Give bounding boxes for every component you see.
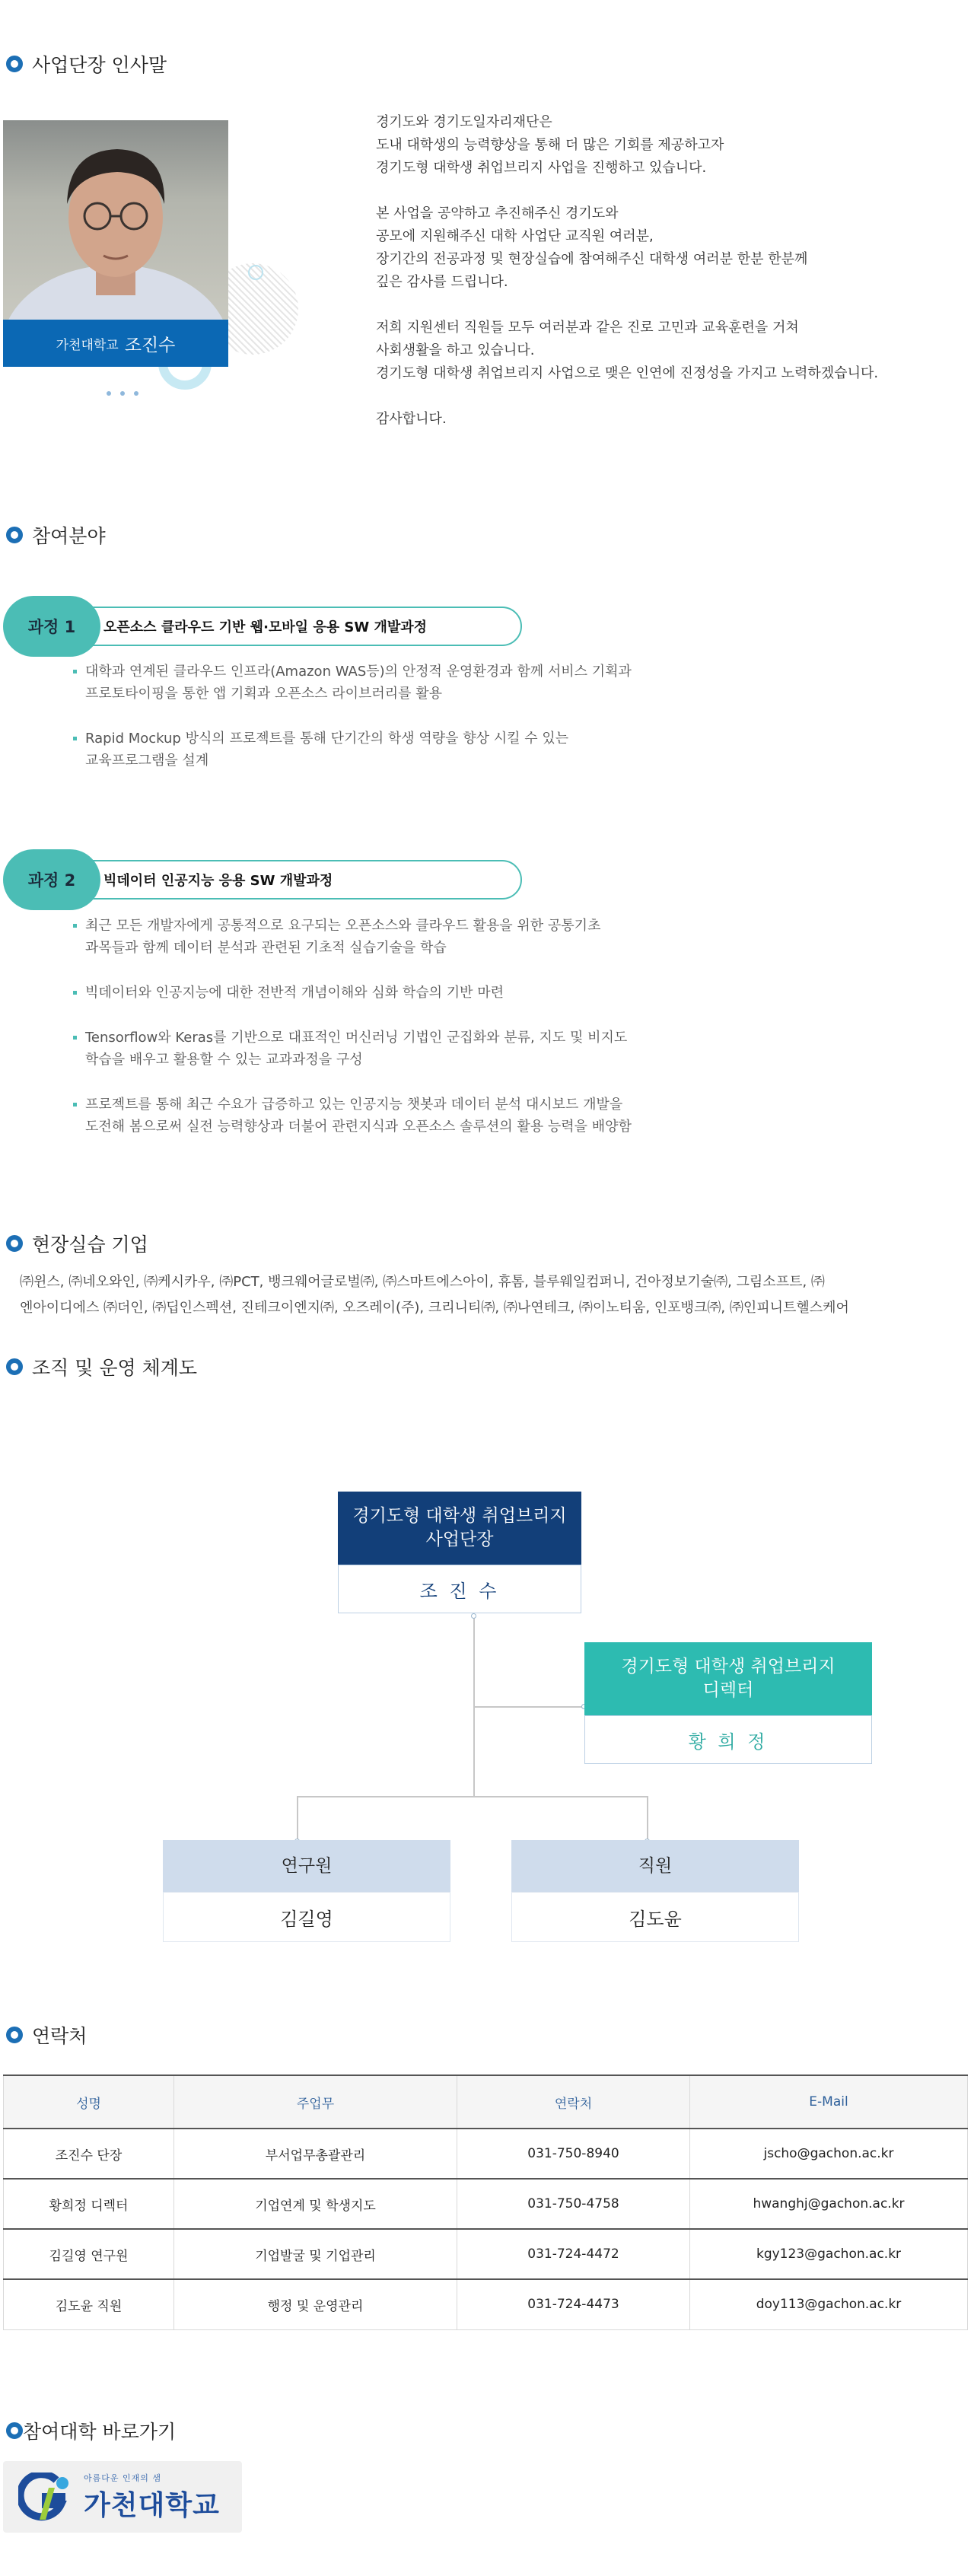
list-item: 대학과 연계된 클라우드 인프라(Amazon WAS등)의 안정적 운영환경과 함께 서비스 기획과 프로토타이핑을 통한 앱 기획과 오픈소스 라이브러리를 활용 [70,661,740,705]
org-connector [297,1796,648,1797]
column-header: 주업무 [174,2075,457,2129]
circle-bullet-icon [6,2422,23,2439]
list-item: 프로젝트를 통해 최근 수요가 급증하고 있는 인공지능 챗봇과 데이터 분석 대시보드 개발을 도전해 봄으로써 실전 능력향상과 더불어 관련지식과 오픈소스 솔루션의 활용 능력을 배양함 [70,1094,740,1138]
cell-phone: 031-750-8940 [457,2129,690,2179]
table-row [4,2179,968,2229]
circle-bullet-icon [6,56,23,72]
org-head-box [338,1492,581,1613]
greeting-title-text: 사업단장 인사말 [32,54,167,76]
org-researcher-title: 연구원 [163,1840,450,1892]
circle-bullet-icon [6,1358,23,1375]
org-researcher-box [163,1840,450,1942]
cell-email: hwanghj@gachon.ac.kr [690,2179,968,2229]
org-connector [647,1796,648,1842]
director-photo-card [3,120,228,368]
list-item: 빅데이터와 인공지능에 대한 전반적 개념이해와 심화 학습의 기반 마련 [70,982,740,1004]
circle-bullet-icon [6,1235,23,1252]
decorative-dots [107,391,138,396]
cell-duty: 기업발굴 및 기업관리 [174,2229,457,2279]
course-2-name: 빅데이터 인공지능 응용 SW 개발과정 [56,860,522,900]
contact-table [3,2074,968,2330]
org-staff-title: 직원 [511,1840,799,1892]
org-director-title: 경기도형 대학생 취업브리지 디렉터 [584,1642,872,1715]
table-row [4,2229,968,2279]
participation-section-title [6,521,106,549]
course-1-bullets [70,661,740,794]
links-section-title [6,2417,176,2444]
gachon-logo-icon [18,2473,73,2521]
cell-phone: 031-724-4473 [457,2279,690,2329]
course-2-header [3,849,520,910]
logo-name: 가천대학교 [84,2489,220,2521]
table-row [4,2129,968,2179]
cell-name: 조진수 단장 [4,2129,174,2179]
circle-bullet-icon [6,527,23,543]
contact-title-text: 연락처 [32,2025,88,2047]
org-director-box [584,1642,872,1764]
circle-bullet-icon [6,2027,23,2043]
companies-list [20,1269,971,1321]
director-photo [3,120,228,320]
decorative-ring [248,265,263,280]
org-director-name: 황 희 정 [584,1715,872,1764]
org-staff-name: 김도윤 [511,1892,799,1942]
greeting-section-title [6,50,167,78]
org-connector [473,1706,584,1708]
cell-duty: 기업연계 및 학생지도 [174,2179,457,2229]
companies-section-title [6,1230,148,1257]
greeting-paragraph: 저희 지원센터 직원들 모두 여러분과 같은 진로 고민과 교육훈련을 거쳐 사회생활을 하고 있습니다. 경기도형 대학생 취업브리지 사업으로 맺은 인연에 진정성을 가지고 노력하겠습니다. [376,320,879,381]
links-title-text: 참여대학 바로가기 [23,2421,177,2443]
table-row [4,2279,968,2329]
column-header: 성명 [4,2075,174,2129]
org-staff-box [511,1840,799,1942]
cell-email: kgy123@gachon.ac.kr [690,2229,968,2279]
director-name: 조진수 [124,335,176,355]
course-1-header [3,596,520,657]
cell-name: 김길영 연구원 [4,2229,174,2279]
course-1-badge: 과정 1 [3,596,100,657]
course-1-name: 오픈소스 클라우드 기반 웹·모바일 응용 SW 개발과정 [56,607,522,646]
cell-phone: 031-724-4472 [457,2229,690,2279]
list-item: 최근 모든 개발자에게 공통적으로 요구되는 오픈소스와 클라우드 활용을 위한 공통기초 과목들과 함께 데이터 분석과 관련된 기초적 실습기술을 학습 [70,915,740,959]
cell-name: 황희정 디렉터 [4,2179,174,2229]
gachon-university-link[interactable] [3,2461,242,2533]
course-2-bullets [70,915,740,1161]
director-name-bar [3,320,228,367]
org-head-name: 조 진 수 [338,1565,581,1613]
org-connector [297,1796,298,1842]
org-connector-dot [471,1613,476,1619]
list-item: Rapid Mockup 방식의 프로젝트를 통해 단기간의 학생 역량을 향상 시킬 수 있는 교육프로그램을 설계 [70,728,740,772]
greeting-paragraph: 경기도와 경기도일자리재단은 도내 대학생의 능력향상을 통해 더 많은 기회를 제공하고자 경기도형 대학생 취업브리지 사업을 진행하고 있습니다. [376,114,724,176]
cell-duty: 행정 및 운영관리 [174,2279,457,2329]
cell-email: jscho@gachon.ac.kr [690,2129,968,2179]
companies-line-1: ㈜윈스, ㈜네오와인, ㈜케시카우, ㈜PCT, 뱅크웨어글로벌㈜, ㈜스마트에스아이, 휴톰, 블루웨일컴퍼니, 건아정보기술㈜, 그림소프트, ㈜ [20,1274,825,1290]
greeting-paragraph: 본 사업을 공약하고 추진해주신 경기도와 공모에 지원해주신 대학 사업단 교직원 여러분, 장기간의 전공과정 및 현장실습에 참여해주신 대학생 여러분 한분 한분께 깊은 감사를 드립니다. [376,205,808,290]
companies-title-text: 현장실습 기업 [32,1234,148,1256]
director-school: 가천대학교 [56,337,119,353]
cell-duty: 부서업무총괄관리 [174,2129,457,2179]
cell-email: doy113@gachon.ac.kr [690,2279,968,2329]
column-header: E-Mail [690,2075,968,2129]
course-2-badge: 과정 2 [3,849,100,910]
table-header-row [4,2075,968,2129]
gachon-logo-text [84,2472,220,2523]
participation-title-text: 참여분야 [32,525,106,547]
companies-line-2: 엔아이디에스 ㈜더인, ㈜딥인스펙션, 진테크이엔지㈜, 오즈레이(주), 크리니티㈜, ㈜나연테크, ㈜이노티움, 인포뱅크㈜, ㈜인피니트헬스케어 [20,1300,849,1316]
greeting-text [376,111,954,454]
org-title-text: 조직 및 운영 체계도 [32,1357,198,1379]
org-section-title [6,1353,197,1380]
cell-name: 김도윤 직원 [4,2279,174,2329]
org-researcher-name: 김길영 [163,1892,450,1942]
contact-section-title [6,2021,87,2049]
greeting-paragraph: 감사합니다. [376,411,447,427]
column-header: 연락처 [457,2075,690,2129]
list-item: Tensorflow와 Keras를 기반으로 대표적인 머신러닝 기법인 군집화와 분류, 지도 및 비지도 학습을 배우고 활용할 수 있는 교과과정을 구성 [70,1027,740,1071]
logo-slogan: 아름다운 인재의 샘 [84,2473,162,2483]
cell-phone: 031-750-4758 [457,2179,690,2229]
org-head-title: 경기도형 대학생 취업브리지 사업단장 [338,1492,581,1565]
